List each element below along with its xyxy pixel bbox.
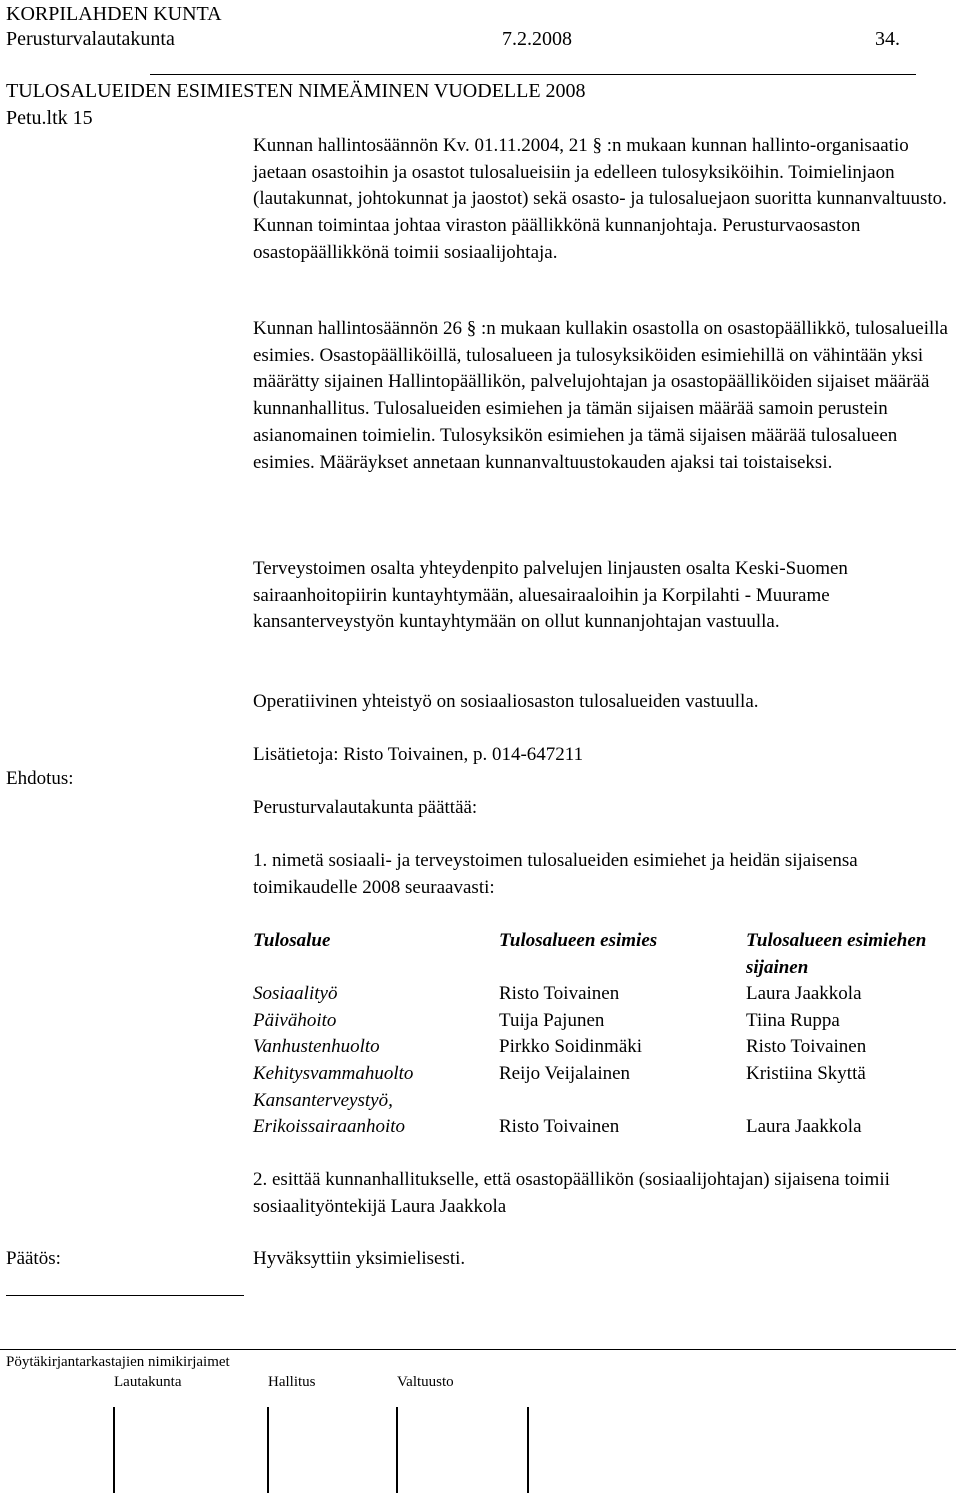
- table-row: [253, 981, 946, 1008]
- table-cell: Päivähoito: [253, 1009, 337, 1031]
- table-cell: Risto Toivainen: [499, 983, 620, 1005]
- paragraph-1: Kunnan hallintosäännön Kv. 01.11.2004, 21 § :n mukaan kunnan hallinto-organisaatio jaetaan osastoihin ja osastot tulosalueisiin ja edelleen tulosyksiköihin. Toimielinjaon (lautakunnat, johtokunnat ja jaostot) sekä osasto- ja tulosaluejaon suoritta kunnanvaltuusto. Kunnan toimintaa johtaa viraston päällikkönä kunnanjohtaja. Perusturvaosaston osastopäällikkönä toimii sosiaalijohtaja.: [253, 135, 947, 263]
- proposal-decides: Perusturvalautakunta päättää:: [253, 797, 478, 818]
- assignment-table: [253, 928, 946, 1141]
- decision-text: Hyväksyttiin yksimielisesti.: [253, 1248, 466, 1269]
- contact-info: Lisätietoja: Risto Toivainen, p. 014-647211: [253, 744, 584, 765]
- footer-title: Pöytäkirjantarkastajien nimikirjaimet: [6, 1354, 230, 1370]
- paragraph-2: Kunnan hallintosäännön 26 § :n mukaan kullakin osastolla on osastopäällikkö, tulosalueilla esimies. Osastopäälliköillä, tulosalueen ja tulosyksiköiden esimiehillä on vähintään yksi määrätty sijainen Hallintopäällikön, palvelujohtajan ja osastopäälliköiden sijaiset määrää kunnanhallitus. Tulosalueiden esimiehen ja tämän sijaisen määrää samoin perustein asianomainen toimielin. Tulosyksikön esimiehen ja tämä sijaisen määrää tulosalueen esimies. Määräykset annetaan kunnanvaltuustokauden ajaksi tai toistaiseksi.: [253, 318, 948, 473]
- table-row: [253, 1088, 946, 1141]
- table-header: Tulosalueen esimiehen sijainen: [746, 930, 927, 978]
- table-cell: Laura Jaakkola: [746, 1116, 862, 1138]
- table-row: [253, 1008, 946, 1035]
- footer-col-hallitus: Hallitus: [268, 1374, 316, 1390]
- table-cell: Kehitysvammahuolto: [253, 1062, 414, 1084]
- committee-name: Perusturvalautakunta: [6, 28, 175, 50]
- table-cell: Tuija Pajunen: [499, 1009, 605, 1031]
- footer-col-valtuusto: Valtuusto: [397, 1374, 454, 1390]
- table-header: Tulosalue: [253, 930, 331, 951]
- decision-label: Päätös:: [6, 1248, 61, 1269]
- table-cell: Vanhustenhuolto: [253, 1036, 380, 1058]
- table-row: [253, 1034, 946, 1061]
- table-cell: Sosiaalityö: [253, 983, 338, 1005]
- signature-divider: [113, 1407, 115, 1493]
- signature-divider: [396, 1407, 398, 1493]
- table-cell: Risto Toivainen: [746, 1036, 867, 1058]
- table-cell: Kansanterveystyö, Erikoissairaanhoito: [253, 1089, 406, 1138]
- decision-rule: [6, 1295, 244, 1296]
- org-name: KORPILAHDEN KUNTA: [6, 3, 222, 25]
- footer-rule: [0, 1349, 956, 1350]
- section-title: TULOSALUEIDEN ESIMIESTEN NIMEÄMINEN VUODELLE 2008: [6, 80, 586, 102]
- table-cell: Kristiina Skyttä: [746, 1062, 866, 1084]
- table-cell: Tiina Ruppa: [746, 1009, 840, 1031]
- table-header-row: [253, 928, 946, 981]
- signature-divider: [527, 1407, 529, 1493]
- table-cell: Reijo Veijalainen: [499, 1062, 631, 1084]
- page-number: 34.: [875, 28, 900, 50]
- table-cell: Risto Toivainen: [499, 1116, 620, 1138]
- footer-col-lautakunta: Lautakunta: [114, 1374, 182, 1390]
- header-rule: [150, 74, 916, 75]
- proposal-item-1: 1. nimetä sosiaali- ja terveystoimen tulosalueiden esimiehet ja heidän sijaisensa toimikaudelle 2008 seuraavasti:: [253, 850, 858, 898]
- proposal-label: Ehdotus:: [6, 768, 74, 789]
- paragraph-3: Terveystoimen osalta yhteydenpito palvelujen linjausten osalta Keski-Suomen sairaanhoitopiirin kuntayhtymään, aluesairaaloihin ja Korpilahti - Muurame kansanterveystyön kuntayhtymään on ollut kunnanjohtajan vastuulla.: [253, 558, 848, 633]
- proposal-item-2: 2. esittää kunnanhallitukselle, että osastopäällikön (sosiaalijohtajan) sijaisena toimii sosiaalityöntekijä Laura Jaakkola: [253, 1169, 890, 1217]
- meeting-date: 7.2.2008: [502, 28, 572, 50]
- table-cell: Laura Jaakkola: [746, 983, 862, 1005]
- reference-number: Petu.ltk 15: [6, 107, 93, 129]
- table-row: [253, 1061, 946, 1088]
- table-header: Tulosalueen esimies: [499, 930, 658, 951]
- table-cell: Pirkko Soidinmäki: [499, 1036, 643, 1058]
- paragraph-4: Operatiivinen yhteistyö on sosiaaliosaston tulosalueiden vastuulla.: [253, 691, 759, 712]
- signature-divider: [267, 1407, 269, 1493]
